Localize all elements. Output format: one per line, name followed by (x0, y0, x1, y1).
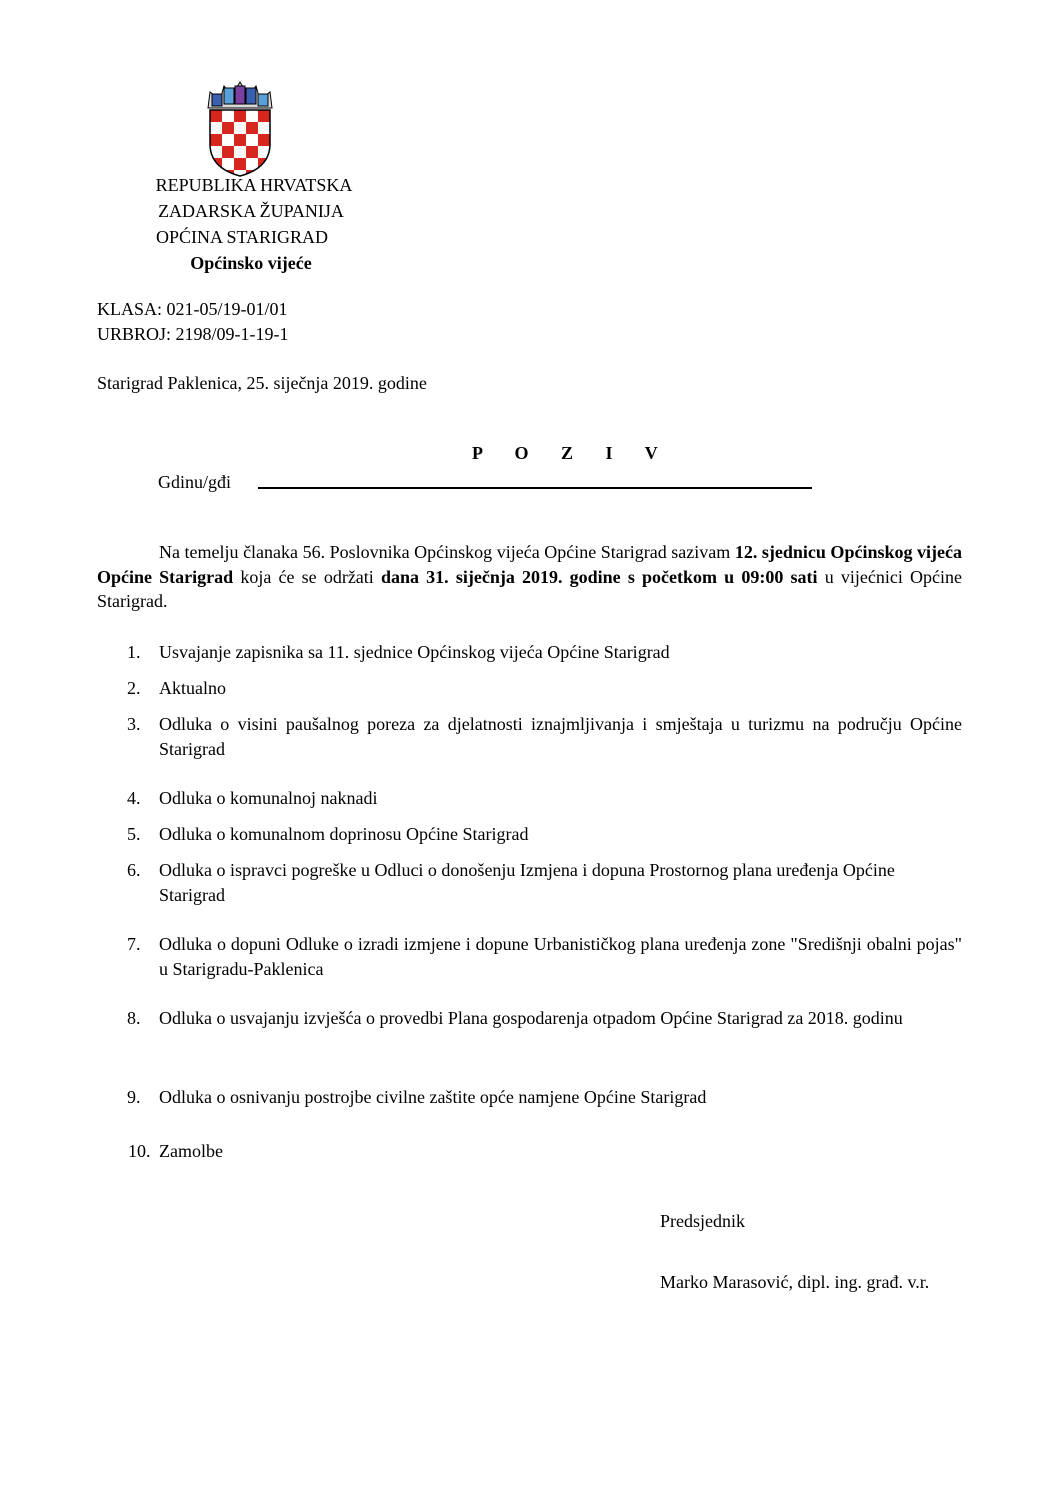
intro-paragraph (97, 540, 962, 614)
header-republic: REPUBLIKA HRVATSKA (155, 175, 353, 195)
intro-text-2: koja će se održati (233, 566, 381, 587)
coat-of-arms-icon (200, 78, 280, 178)
agenda-text: Odluka o komunalnoj naknadi (159, 788, 378, 808)
agenda-number: 10. (128, 1141, 151, 1161)
header-county: ZADARSKA ŽUPANIJA (158, 201, 344, 221)
agenda-number: 8. (127, 1008, 141, 1028)
intro-text-3: u vijećnici Općine Starigrad. (97, 566, 962, 611)
agenda-text: Odluka o visini paušalnog poreza za djelatnosti iznajmljivanja i smještaja u turizmu na području Općine Starigrad (159, 714, 962, 759)
agenda-number: 3. (127, 714, 141, 734)
signature-name: Marko Marasović, dipl. ing. građ. v.r. (660, 1272, 930, 1292)
intro-bold-date: dana 31. siječnja 2019. godine s početkom u 09:00 sati (380, 566, 818, 587)
agenda-text: Odluka o osnivanju postrojbe civilne zaštite opće namjene Općine Starigrad (159, 1087, 707, 1107)
document-title: P O Z I V (472, 443, 672, 463)
agenda-text: Odluka o usvajanju izvješća o provedbi Plana gospodarenja otpadom Općine Starigrad za 2018. godinu (159, 1008, 903, 1028)
intro-text-1: Na temelju članaka 56. Poslovnika Općinskog vijeća Općine Starigrad sazivam (159, 542, 735, 562)
addressee-label: Gdinu/gđi (158, 472, 232, 492)
agenda-number: 2. (127, 678, 141, 698)
agenda-text: Aktualno (159, 678, 226, 698)
addressee-line (258, 487, 812, 489)
agenda-text: Usvajanje zapisnika sa 11. sjednice Općinskog vijeća Općine Starigrad (159, 642, 670, 662)
place-date: Starigrad Paklenica, 25. siječnja 2019. godine (97, 373, 427, 393)
agenda-text: Odluka o ispravci pogreške u Odluci o donošenju Izmjena i dopuna Prostornog plana uređenja Općine Starigrad (159, 860, 895, 905)
agenda-text: Odluka o komunalnom doprinosu Općine Starigrad (159, 824, 529, 844)
agenda-number: 9. (127, 1087, 141, 1107)
header-council: Općinsko vijeće (190, 253, 312, 273)
urbroj: URBROJ: 2198/09-1-19-1 (97, 324, 289, 344)
agenda-number: 1. (127, 642, 141, 662)
agenda-number: 4. (127, 788, 141, 808)
agenda-text: Zamolbe (159, 1141, 223, 1161)
header-municipality: OPĆINA STARIGRAD (155, 227, 329, 247)
agenda-text: Odluka o dopuni Odluke o izradi izmjene i dopune Urbanističkog plana uređenja zone "Središnji obalni pojas" u Starigradu-Paklenica (159, 934, 962, 979)
signature-role: Predsjednik (660, 1211, 745, 1231)
intro-bold-session: 12. sjednicu Općinskog vijeća Općine Starigrad (97, 542, 962, 587)
agenda-number: 7. (127, 934, 141, 954)
klasa: KLASA: 021-05/19-01/01 (97, 299, 288, 319)
agenda-number: 6. (127, 860, 141, 880)
agenda-number: 5. (127, 824, 141, 844)
